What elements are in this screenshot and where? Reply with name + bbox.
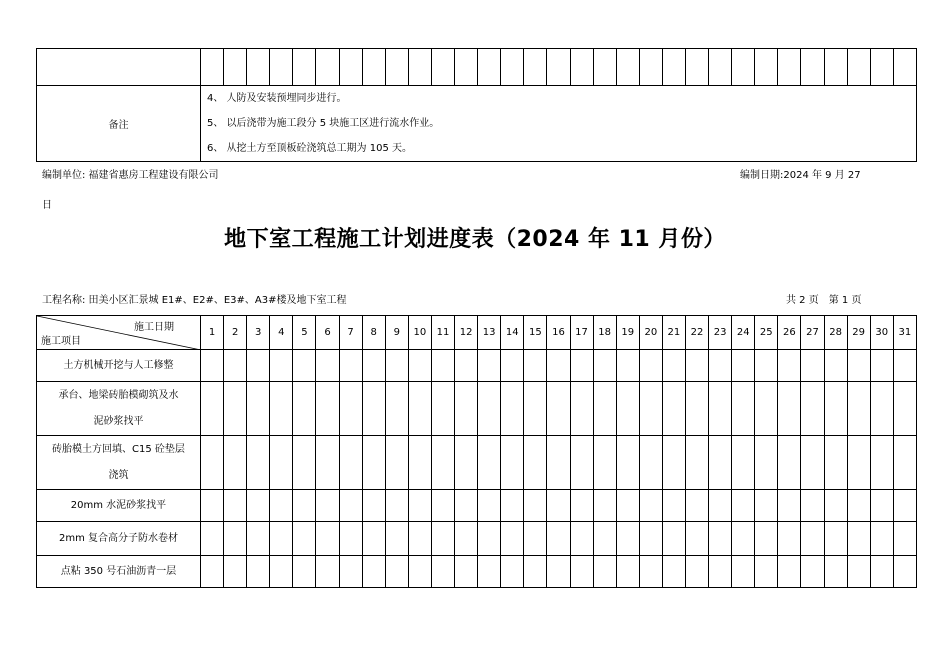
diagonal-header-cell	[37, 316, 201, 350]
day-header-cell: 12	[455, 316, 478, 350]
blank-day-cell	[847, 49, 870, 85]
blank-day-cell	[870, 49, 893, 85]
day-cell	[616, 436, 639, 490]
day-header-cell: 29	[847, 316, 870, 350]
day-cell	[316, 522, 339, 556]
day-cell	[385, 490, 408, 522]
day-cell	[662, 436, 685, 490]
day-cell	[316, 490, 339, 522]
day-cell	[685, 436, 708, 490]
day-header-cell: 6	[316, 316, 339, 350]
day-header-cell: 7	[339, 316, 362, 350]
blank-day-cell	[731, 49, 754, 85]
day-header-cell: 24	[732, 316, 755, 350]
work-item-line: 浇筑	[108, 469, 129, 481]
day-cell	[732, 382, 755, 436]
day-header-cell: 25	[755, 316, 778, 350]
day-cell	[455, 556, 478, 588]
day-cell	[709, 382, 732, 436]
day-cell	[570, 436, 593, 490]
blank-day-cell	[223, 49, 246, 85]
day-cell	[478, 382, 501, 436]
day-cell	[709, 522, 732, 556]
day-cell	[316, 436, 339, 490]
day-cell	[755, 522, 778, 556]
day-cell	[293, 490, 316, 522]
day-cell	[847, 382, 870, 436]
day-cell	[639, 556, 662, 588]
day-cell	[385, 556, 408, 588]
day-cell	[893, 350, 916, 382]
day-cell	[709, 490, 732, 522]
day-cell	[524, 556, 547, 588]
day-cell	[339, 556, 362, 588]
day-cell	[201, 490, 224, 522]
day-header-cell: 4	[270, 316, 293, 350]
day-cell	[778, 436, 801, 490]
day-cell	[639, 350, 662, 382]
day-cell	[801, 350, 824, 382]
day-header-cell: 13	[478, 316, 501, 350]
day-header-cell: 10	[408, 316, 431, 350]
day-cell	[824, 490, 847, 522]
blank-day-cell	[754, 49, 777, 85]
day-cell	[685, 350, 708, 382]
day-cell	[847, 490, 870, 522]
day-cell	[616, 556, 639, 588]
day-cell	[247, 350, 270, 382]
day-cell	[408, 350, 431, 382]
day-cell	[201, 522, 224, 556]
note-line: 4、 人防及安装预埋同步进行。	[207, 93, 347, 104]
day-cell	[455, 490, 478, 522]
day-cell	[270, 350, 293, 382]
day-cell	[501, 522, 524, 556]
day-cell	[270, 522, 293, 556]
day-header-cell: 1	[201, 316, 224, 350]
day-cell	[316, 556, 339, 588]
schedule-row	[37, 382, 917, 436]
compile-date-day: 日	[42, 200, 52, 211]
day-cell	[778, 382, 801, 436]
day-cell	[639, 436, 662, 490]
day-header-cell: 20	[639, 316, 662, 350]
day-cell	[362, 382, 385, 436]
day-cell	[408, 556, 431, 588]
day-cell	[524, 490, 547, 522]
day-cell	[847, 556, 870, 588]
day-cell	[847, 350, 870, 382]
blank-day-cell	[431, 49, 454, 85]
schedule-header-row	[37, 316, 917, 350]
day-cell	[270, 436, 293, 490]
day-header-cell: 5	[293, 316, 316, 350]
day-cell	[685, 522, 708, 556]
day-cell	[547, 382, 570, 436]
day-cell	[247, 490, 270, 522]
day-cell	[616, 350, 639, 382]
day-cell	[732, 350, 755, 382]
day-cell	[431, 350, 454, 382]
day-cell	[870, 522, 893, 556]
day-cell	[755, 490, 778, 522]
day-cell	[847, 436, 870, 490]
day-header-cell: 31	[893, 316, 916, 350]
day-cell	[685, 490, 708, 522]
day-cell	[339, 436, 362, 490]
compiler-unit: 编制单位: 福建省惠房工程建设有限公司	[42, 170, 219, 181]
day-cell	[362, 490, 385, 522]
blank-day-cell	[662, 49, 685, 85]
day-cell	[870, 350, 893, 382]
day-cell	[547, 490, 570, 522]
day-cell	[824, 382, 847, 436]
day-cell	[224, 350, 247, 382]
blank-day-cell	[824, 49, 847, 85]
day-cell	[870, 382, 893, 436]
page-count: 共 2 页 第 1 页	[786, 295, 862, 306]
day-cell	[755, 436, 778, 490]
day-cell	[431, 436, 454, 490]
day-cell	[385, 436, 408, 490]
blank-day-cell	[593, 49, 616, 85]
day-cell	[547, 522, 570, 556]
work-item-cell	[37, 490, 201, 522]
day-cell	[270, 490, 293, 522]
day-cell	[709, 436, 732, 490]
day-cell	[431, 522, 454, 556]
day-cell	[685, 382, 708, 436]
day-cell	[408, 382, 431, 436]
day-cell	[570, 382, 593, 436]
day-header-cell: 23	[709, 316, 732, 350]
day-cell	[593, 556, 616, 588]
day-cell	[408, 436, 431, 490]
day-header-cell: 27	[801, 316, 824, 350]
work-item-line: 土方机械开挖与人工修整	[63, 359, 174, 371]
day-cell	[801, 436, 824, 490]
day-header-cell: 11	[431, 316, 454, 350]
day-cell	[524, 522, 547, 556]
day-cell	[224, 382, 247, 436]
blank-day-cell	[685, 49, 708, 85]
blank-day-row	[37, 49, 917, 86]
day-cell	[455, 382, 478, 436]
day-cell	[408, 490, 431, 522]
work-item-line: 砖胎模土方回填、C15 砼垫层	[52, 443, 185, 455]
blank-day-cell	[639, 49, 662, 85]
blank-day-cell	[893, 49, 916, 85]
day-cell	[847, 522, 870, 556]
day-header-cell: 19	[616, 316, 639, 350]
schedule-row	[37, 556, 917, 588]
day-cell	[824, 436, 847, 490]
day-cell	[524, 350, 547, 382]
day-cell	[431, 490, 454, 522]
day-header-cell: 26	[778, 316, 801, 350]
day-cell	[247, 556, 270, 588]
day-cell	[870, 556, 893, 588]
day-cell	[478, 556, 501, 588]
day-cell	[616, 382, 639, 436]
blank-day-cell	[570, 49, 593, 85]
day-cell	[339, 522, 362, 556]
day-header-cell: 8	[362, 316, 385, 350]
blank-day-cell	[246, 49, 269, 85]
day-cell	[455, 436, 478, 490]
day-cell	[362, 556, 385, 588]
remarks-label: 备注	[37, 86, 201, 162]
day-cell	[685, 556, 708, 588]
day-cell	[247, 382, 270, 436]
day-cell	[408, 522, 431, 556]
day-cell	[662, 556, 685, 588]
day-cell	[755, 350, 778, 382]
blank-day-cell	[385, 49, 408, 85]
day-cell	[339, 350, 362, 382]
day-cell	[201, 350, 224, 382]
blank-day-cell	[201, 49, 223, 85]
schedule-row	[37, 490, 917, 522]
blank-day-cell	[454, 49, 477, 85]
day-cell	[201, 382, 224, 436]
schedule-row	[37, 522, 917, 556]
day-cell	[524, 436, 547, 490]
day-cell	[824, 350, 847, 382]
day-header-cell: 2	[224, 316, 247, 350]
note-line: 5、 以后浇带为施工段分 5 块施工区进行流水作业。	[207, 118, 440, 129]
blank-day-cell	[546, 49, 569, 85]
day-cell	[339, 382, 362, 436]
day-cell	[547, 350, 570, 382]
schedule-row	[37, 350, 917, 382]
day-cell	[362, 350, 385, 382]
day-cell	[247, 436, 270, 490]
day-cell	[662, 350, 685, 382]
blank-day-cell	[339, 49, 362, 85]
day-cell	[593, 522, 616, 556]
blank-item-cell	[37, 49, 201, 86]
day-cell	[616, 522, 639, 556]
day-cell	[732, 436, 755, 490]
blank-day-cell	[777, 49, 800, 85]
work-item-cell	[37, 556, 201, 588]
day-header-cell: 17	[570, 316, 593, 350]
day-cell	[593, 490, 616, 522]
day-cell	[570, 490, 593, 522]
work-item-cell	[37, 382, 201, 436]
work-item-line: 20mm 水泥砂浆找平	[70, 499, 167, 511]
header-date-label: 施工日期	[134, 322, 174, 333]
day-cell	[801, 382, 824, 436]
day-cell	[639, 522, 662, 556]
day-cell	[593, 350, 616, 382]
work-item-cell	[37, 522, 201, 556]
blank-day-cell	[523, 49, 546, 85]
day-cell	[478, 522, 501, 556]
day-header-cell: 9	[385, 316, 408, 350]
day-cell	[455, 522, 478, 556]
day-cell	[316, 382, 339, 436]
day-header-cell: 16	[547, 316, 570, 350]
day-cell	[732, 490, 755, 522]
remarks-notes	[201, 86, 917, 162]
schedule-table	[36, 315, 917, 588]
day-cell	[662, 522, 685, 556]
day-cell	[570, 556, 593, 588]
day-cell	[662, 382, 685, 436]
day-cell	[639, 490, 662, 522]
day-cell	[501, 490, 524, 522]
day-cell	[293, 522, 316, 556]
day-cell	[478, 350, 501, 382]
blank-day-cell	[477, 49, 500, 85]
day-cell	[709, 556, 732, 588]
day-cell	[316, 350, 339, 382]
day-cell	[801, 556, 824, 588]
day-cell	[270, 556, 293, 588]
day-cell	[385, 522, 408, 556]
day-header-cell: 18	[593, 316, 616, 350]
day-cell	[455, 350, 478, 382]
day-cell	[547, 556, 570, 588]
day-cell	[224, 522, 247, 556]
day-cell	[570, 522, 593, 556]
day-cell	[824, 522, 847, 556]
blank-day-cell	[408, 49, 431, 85]
day-cell	[570, 350, 593, 382]
day-cell	[778, 556, 801, 588]
blank-day-cell	[708, 49, 731, 85]
blank-day-cell	[500, 49, 523, 85]
schedule-row	[37, 436, 917, 490]
day-cell	[893, 436, 916, 490]
blank-day-cell	[800, 49, 823, 85]
day-cell	[593, 382, 616, 436]
work-item-cell	[37, 436, 201, 490]
day-cell	[385, 350, 408, 382]
day-cell	[224, 436, 247, 490]
compile-date: 编制日期:2024 年 9 月 27	[740, 170, 861, 181]
blank-day-cells	[201, 49, 916, 85]
day-cell	[224, 490, 247, 522]
day-cell	[893, 382, 916, 436]
day-cell	[824, 556, 847, 588]
day-header-cell: 21	[662, 316, 685, 350]
day-cell	[431, 382, 454, 436]
day-cell	[778, 522, 801, 556]
blank-day-cell	[315, 49, 338, 85]
day-cell	[893, 522, 916, 556]
day-cell	[755, 556, 778, 588]
work-item-line: 承台、地梁砖胎模砌筑及水	[58, 389, 179, 401]
work-item-line: 泥砂浆找平	[93, 415, 144, 427]
blank-day-cell	[616, 49, 639, 85]
day-cell	[524, 382, 547, 436]
day-cell	[593, 436, 616, 490]
day-cell	[224, 556, 247, 588]
day-cell	[778, 490, 801, 522]
day-header-cell: 28	[824, 316, 847, 350]
top-continuation-table	[36, 48, 917, 162]
day-cell	[201, 556, 224, 588]
day-cell	[732, 556, 755, 588]
day-cell	[293, 350, 316, 382]
day-header-cell: 14	[501, 316, 524, 350]
day-cell	[501, 556, 524, 588]
day-header-cell: 15	[524, 316, 547, 350]
day-cell	[870, 436, 893, 490]
day-cell	[293, 556, 316, 588]
day-cell	[362, 522, 385, 556]
page-title: 地下室工程施工计划进度表（2024 年 11 月份）	[224, 227, 726, 252]
work-item-line: 点粘 350 号石油沥青一层	[60, 565, 177, 577]
day-cell	[362, 436, 385, 490]
day-header-cell: 3	[247, 316, 270, 350]
day-cell	[547, 436, 570, 490]
day-cell	[293, 436, 316, 490]
project-name: 工程名称: 田美小区汇景城 E1#、E2#、E3#、A3#楼及地下室工程	[42, 295, 347, 306]
header-item-label: 施工项目	[41, 336, 81, 347]
day-cell	[478, 490, 501, 522]
day-cell	[431, 556, 454, 588]
day-cell	[501, 382, 524, 436]
day-cell	[870, 490, 893, 522]
day-header-cell: 30	[870, 316, 893, 350]
day-cell	[893, 490, 916, 522]
day-cell	[732, 522, 755, 556]
note-line: 6、 从挖土方至顶板砼浇筑总工期为 105 天。	[207, 143, 412, 154]
day-cell	[801, 490, 824, 522]
remarks-row	[37, 86, 917, 162]
day-cell	[709, 350, 732, 382]
blank-day-cell	[269, 49, 292, 85]
day-cell	[662, 490, 685, 522]
blank-day-cell	[292, 49, 315, 85]
day-cell	[639, 382, 662, 436]
day-cell	[201, 436, 224, 490]
day-cell	[478, 436, 501, 490]
day-cell	[801, 522, 824, 556]
day-cell	[247, 522, 270, 556]
work-item-line: 2mm 复合高分子防水卷材	[58, 532, 179, 544]
blank-day-cell	[362, 49, 385, 85]
day-cell	[616, 490, 639, 522]
day-cell	[293, 382, 316, 436]
work-item-cell	[37, 350, 201, 382]
day-cell	[385, 382, 408, 436]
day-header-cell: 22	[685, 316, 708, 350]
day-cell	[893, 556, 916, 588]
day-cell	[339, 490, 362, 522]
day-cell	[501, 350, 524, 382]
day-cell	[501, 436, 524, 490]
day-cell	[755, 382, 778, 436]
day-cell	[270, 382, 293, 436]
day-cell	[778, 350, 801, 382]
